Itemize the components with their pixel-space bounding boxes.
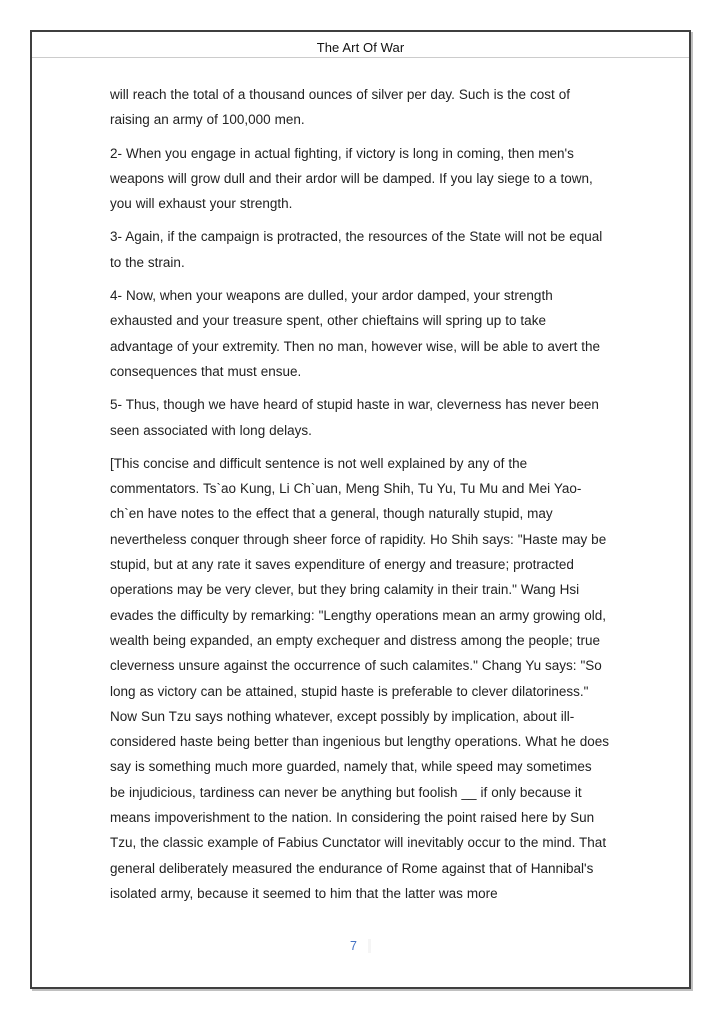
- paragraph-commentary: [This concise and difficult sentence is not well explained by any of the commentators. Ts`ao Kung, Li Ch`uan, Meng Shih, Tu Yu, Tu Mu and Mei Yao-ch`en have notes to the effect that a general, though naturally stupid, may nevertheless conquer through sheer force of rapidity. Ho Shih says: "Haste may be stupid, but at any rate it saves expenditure of energy and treasure; protracted operations may be very clever, but they bring calamity in their train." Wang Hsi evades the difficulty by remarking: "Lengthy operations mean an army growing old, wealth being expanded, an empty exchequer and distress among the people; true cleverness unsure against the occurrence of such calamites." Chang Yu says: "So long as victory can be attained, stupid haste is preferable to clever dilatoriness." Now Sun Tzu says nothing whatever, except possibly by implication, about ill-considered haste being better than ingenious but lengthy operations. What he does say is something much more guarded, namely that, while speed may sometimes be injudicious, tardiness can never be anything but foolish __ if only because it means impoverishment to the nation. In considering the point raised here by Sun Tzu, the classic example of Fabius Cunctator will inevitably occur to the mind. That general deliberately measured the endurance of Rome against that of Hannibal's isolated army, because it seemed to him that the latter was more: [110, 455, 610, 901]
- paragraph-point-5: 5- Thus, though we have heard of stupid haste in war, cleverness has never been seen associated with long delays.: [110, 397, 599, 438]
- page-title: The Art Of War: [316, 40, 405, 55]
- paragraph-point-2: 2- When you engage in actual fighting, if victory is long in coming, then men's weapons will grow dull and their ardor will be damped. If you lay siege to a town, you will exhaust your strength.: [110, 145, 593, 212]
- page-header: [32, 32, 689, 58]
- paragraph-point-4: 4- Now, when your weapons are dulled, your ardor damped, your strength exhausted and your treasure spent, other chieftains will spring up to take advantage of your extremity. Then no man, however wise, will be able to avert the consequences that must ensue.: [110, 288, 601, 379]
- page-body: [32, 58, 689, 906]
- page-footer: [32, 937, 689, 955]
- paragraph-point-3: 3- Again, if the campaign is protracted, the resources of the State will not be equal to the strain.: [110, 229, 603, 270]
- page-border-frame: [30, 30, 691, 989]
- page-number: 7: [350, 939, 371, 953]
- paragraph-intro-cost: will reach the total of a thousand ounces of silver per day. Such is the cost of raising an army of 100,000 men.: [110, 87, 570, 128]
